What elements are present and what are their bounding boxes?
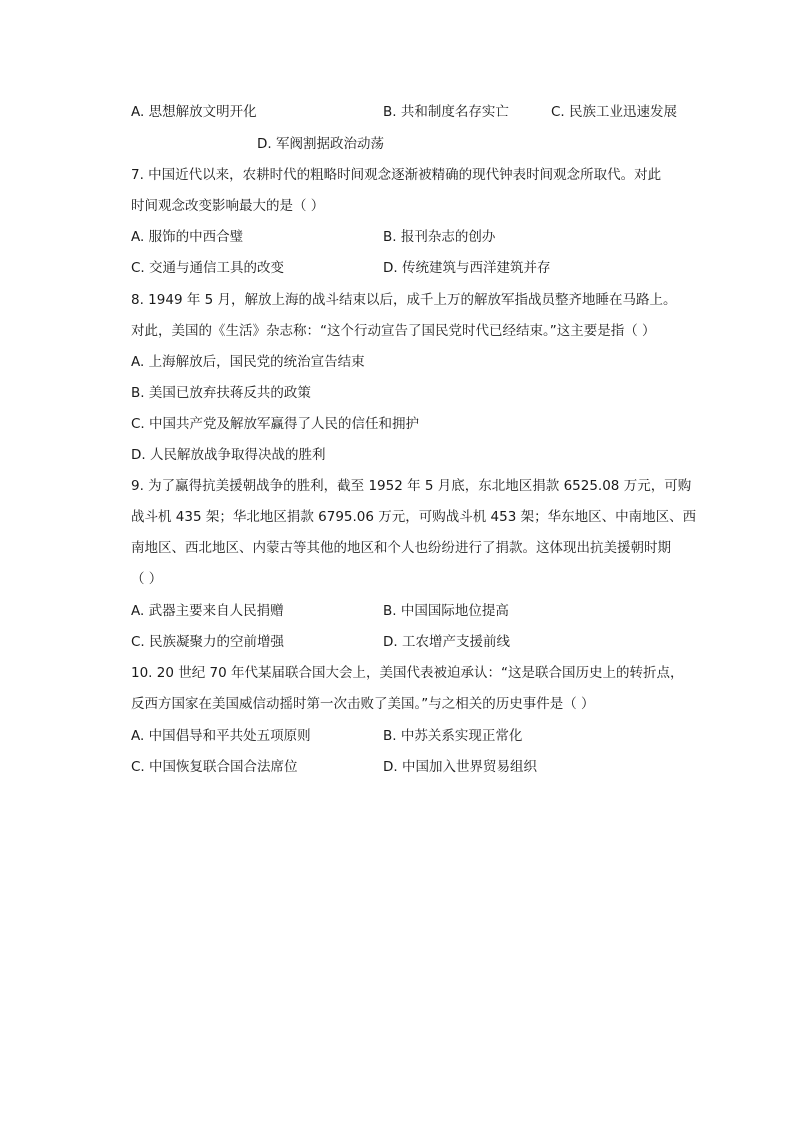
q6-option-d: D. 军阀割据政治动荡 — [257, 136, 384, 152]
q9-stem-line4: （ ） — [131, 571, 163, 587]
q8-option-b: B. 美国已放弃扶蒋反共的政策 — [131, 385, 311, 401]
q10-stem-line1: 10. 20 世纪 70 年代某届联合国大会上，美国代表被迫承认：“这是联合国历史上的转折点， — [131, 665, 684, 681]
q10-option-d: D. 中国加入世界贸易组织 — [383, 759, 537, 775]
q9-stem-line1: 9. 为了赢得抗美援朝战争的胜利，截至 1952 年 5 月底，东北地区捐款 6525.08 万元，可购 — [131, 478, 692, 494]
q10-stem-line2: 反西方国家在美国威信动摇时第一次击败了美国。”与之相关的历史事件是（ ） — [131, 696, 595, 712]
q7-stem-line1: 7. 中国近代以来，农耕时代的粗略时间观念逐渐被精确的现代钟表时间观念所取代。对此 — [131, 167, 662, 183]
q9-option-b: B. 中国国际地位提高 — [383, 603, 509, 619]
q10-option-a: A. 中国倡导和平共处五项原则 — [131, 728, 311, 744]
q9-option-d: D. 工农增产支援前线 — [383, 634, 510, 650]
q8-stem-line1: 8. 1949 年 5 月，解放上海的战斗结束以后，成千上万的解放军指战员整齐地睡在马路上。 — [131, 292, 677, 308]
q6-option-a: A. 思想解放文明开化 — [131, 104, 257, 120]
q9-option-c: C. 民族凝聚力的空前增强 — [131, 634, 285, 650]
q9-stem-line2: 战斗机 435 架；华北地区捐款 6795.06 万元，可购战斗机 453 架；华东地区、中南地区、西 — [131, 509, 697, 525]
q9-stem-line3: 南地区、西北地区、内蒙古等其他的地区和个人也纷纷进行了捐款。这体现出抗美援朝时期 — [131, 540, 671, 556]
q6-option-b: B. 共和制度名存实亡 — [383, 104, 509, 120]
q7-option-b: B. 报刊杂志的创办 — [383, 229, 496, 245]
q10-option-c: C. 中国恢复联合国合法席位 — [131, 759, 298, 775]
q7-option-c: C. 交通与通信工具的改变 — [131, 260, 285, 276]
q10-option-b: B. 中苏关系实现正常化 — [383, 728, 523, 744]
q8-option-c: C. 中国共产党及解放军赢得了人民的信任和拥护 — [131, 416, 420, 432]
q9-option-a: A. 武器主要来自人民捐赠 — [131, 603, 284, 619]
q7-option-a: A. 服饰的中西合璧 — [131, 229, 244, 245]
q7-stem-line2: 时间观念改变影响最大的是（ ） — [131, 198, 325, 214]
q8-option-d: D. 人民解放战争取得决战的胜利 — [131, 447, 326, 463]
q8-stem-line2: 对此，美国的《生活》杂志称：“这个行动宣告了国民党时代已经结束。”这主要是指（ ） — [131, 323, 656, 339]
q6-option-c: C. 民族工业迅速发展 — [551, 104, 678, 120]
q7-option-d: D. 传统建筑与西洋建筑并存 — [383, 260, 551, 276]
q8-option-a: A. 上海解放后，国民党的统治宣告结束 — [131, 354, 365, 370]
